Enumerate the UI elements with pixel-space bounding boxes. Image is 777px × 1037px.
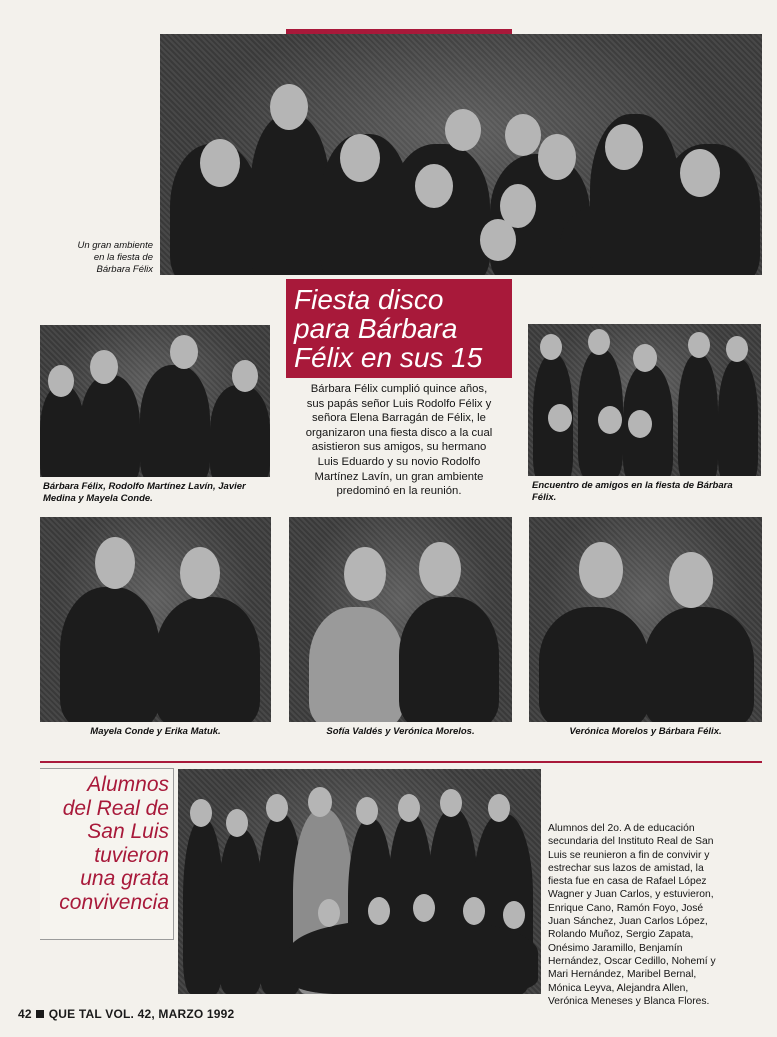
body-line: Juan Sánchez, Juan Carlos López, bbox=[548, 916, 708, 928]
title-line: para Bárbara bbox=[294, 313, 458, 344]
title-line: convivencia bbox=[59, 890, 169, 914]
title-line: San Luis bbox=[87, 820, 169, 843]
title-line: Félix en sus 15 bbox=[294, 342, 483, 373]
body-line: asistieron sus amigos, su hermano bbox=[311, 441, 487, 454]
body-line: Verónica Meneses y Blanca Flores. bbox=[548, 995, 710, 1007]
title-line: del Real de bbox=[62, 796, 169, 820]
photo-sofia-veronica bbox=[289, 517, 512, 722]
caption-line: Un gran ambiente bbox=[77, 240, 153, 251]
photo-veronica-barbara bbox=[529, 517, 762, 722]
caption-line: en la fiesta de bbox=[93, 252, 153, 263]
article-body-alumnos bbox=[548, 822, 762, 1008]
title-line: Alumnos bbox=[87, 773, 169, 796]
square-bullet-icon bbox=[36, 1010, 44, 1018]
caption-line: Bárbara Félix, Rodolfo Martínez Lavín, Javier bbox=[43, 481, 246, 492]
caption-line: Encuentro de amigos en la fiesta de Bárbara bbox=[532, 480, 733, 491]
body-line: secundaria del Instituto Real de San bbox=[548, 836, 714, 848]
caption-mayela-erika: Mayela Conde y Erika Matuk. bbox=[90, 726, 221, 737]
photo-four-friends bbox=[40, 325, 270, 477]
body-line: sus papás señor Luis Rodolfo Félix y bbox=[306, 397, 492, 410]
caption-line: Félix. bbox=[532, 492, 557, 503]
caption-line: Bárbara Félix bbox=[96, 264, 153, 275]
title-line: una grata bbox=[80, 867, 169, 890]
body-line: predominó en la reunión. bbox=[336, 485, 462, 498]
caption-sofia-veronica: Sofía Valdés y Verónica Morelos. bbox=[326, 726, 475, 737]
top-photo-caption bbox=[40, 240, 153, 276]
body-line: Rolando Muñoz, Sergio Zapata, bbox=[548, 929, 694, 941]
photo-friends-gathering bbox=[528, 324, 761, 476]
body-line: estrechar sus lazos de amistad, la bbox=[548, 862, 704, 874]
body-line: fiesta fue en casa de Rafael López bbox=[548, 876, 707, 888]
article-title-fiesta bbox=[286, 279, 512, 378]
title-line: Fiesta disco bbox=[294, 284, 444, 315]
page-footer bbox=[18, 1007, 234, 1021]
body-line: Bárbara Félix cumplió quince años, bbox=[310, 383, 488, 395]
caption-veronica-barbara: Verónica Morelos y Bárbara Félix. bbox=[569, 726, 722, 737]
body-line: Wagner y Juan Carlos, y estuvieron, bbox=[548, 889, 714, 901]
body-line: Mari Hernández, Maribel Bernal, bbox=[548, 969, 697, 981]
photo-mayela-erika bbox=[40, 517, 271, 722]
publication-info: QUE TAL VOL. 42, MARZO 1992 bbox=[48, 1007, 235, 1021]
body-line: Onésimo Jaramillo, Benjamín bbox=[548, 942, 683, 954]
body-line: Martínez Lavín, un gran ambiente bbox=[314, 470, 484, 483]
caption-line: Medina y Mayela Conde. bbox=[43, 493, 153, 504]
section-divider bbox=[40, 761, 762, 763]
article-title-alumnos bbox=[40, 768, 174, 940]
body-line: Hernández, Oscar Cedillo, Nohemí y bbox=[548, 955, 716, 967]
body-line: Enrique Cano, Ramón Foyo, José bbox=[548, 902, 704, 914]
body-line: señora Elena Barragán de Félix, le bbox=[312, 412, 486, 425]
photo-students-group bbox=[178, 769, 541, 994]
caption-four-friends bbox=[43, 481, 273, 505]
page-number: 42 bbox=[18, 1007, 32, 1021]
body-line: Mónica Leyva, Alejandra Allen, bbox=[548, 982, 689, 994]
article-body-fiesta bbox=[286, 382, 512, 499]
body-line: organizaron una fiesta disco a la cual bbox=[305, 426, 493, 439]
caption-friends-gathering bbox=[532, 480, 762, 504]
body-line: Luis Eduardo y su novio Rodolfo bbox=[317, 455, 481, 468]
title-line: tuvieron bbox=[94, 843, 169, 867]
body-line: Luis se reunieron a fin de convivir y bbox=[548, 849, 710, 861]
photo-party-group bbox=[160, 34, 762, 275]
body-line: Alumnos del 2o. A de educación bbox=[548, 823, 695, 834]
